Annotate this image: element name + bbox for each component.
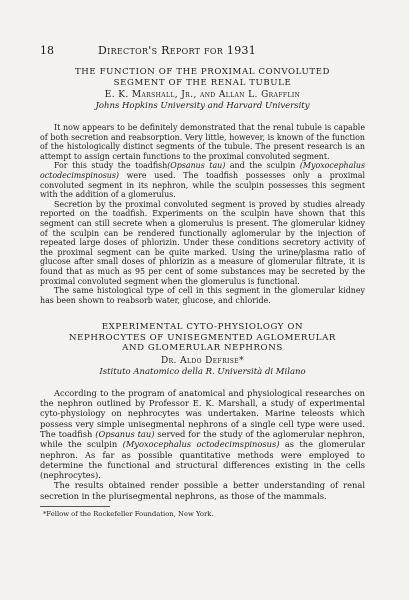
page-header	[40, 44, 365, 57]
article-2-title-line: EXPERIMENTAL CYTO-PHYSIOLOGY ON	[101, 322, 304, 333]
footnote: *Fellow of the Rockefeller Foundation, New York.	[43, 510, 214, 519]
paragraph: It now appears to be definitely demonstrated that the renal tubule is capable of both secretion and reabsorption. Very little, however, is known of the function of the histologically distinct segments of the tubule. The present research is an attempt to assign certain functions to the proximal convoluted segment.	[40, 123, 365, 161]
article-2-affiliation: Istituto Anatomico della R. Università di Milano	[99, 366, 306, 377]
running-title: Director's Report for 1931	[98, 44, 257, 57]
paragraph	[40, 388, 365, 481]
article-1	[40, 67, 365, 305]
paragraph: Secretion by the proximal convoluted segment is proved by studies already reported on the toadfish. Experiments on the sculpin have shown that this segment can still secrete when a glomerulus is present. The glomerular kidney of the sculpin can be rendered functionally aglomerular by the injection of repeated large doses of phlorizin. Under these conditions secretory activity of the proximal segment can be quite marked. Using the urine/plasma ratio of glucose after small doses of phlorizin as a measure of glomerular filtrate, it is found that as much as 95 per cent of some substances may be secreted by the proximal convoluted segment when the glomerulus is functional.	[40, 199, 365, 286]
article-2-author: Dr. Aldo Defrise*	[161, 355, 244, 366]
species-name: (Myoxocephalus octodecimspinosus)	[40, 161, 365, 180]
article-1-affiliation: Johns Hopkins University and Harvard University	[95, 101, 310, 111]
article-2	[40, 322, 365, 501]
paragraph: The same histological type of cell in this segment in the glomerular kidney has been shown to reabsorb water, glucose, and chloride.	[40, 286, 365, 305]
article-1-title-line: SEGMENT OF THE RENAL TUBULE	[113, 77, 292, 88]
article-1-title-line: THE FUNCTION OF THE PROXIMAL CONVOLUTED	[74, 67, 331, 77]
text-run: For this study the toadfish	[54, 161, 168, 171]
species-name: (Myoxocephalus octodecimspinosus)	[122, 439, 280, 450]
page-number: 18	[40, 44, 54, 57]
species-name: (Opsanus tau)	[167, 161, 226, 171]
text-run: served for the study of the aglomerular nephron, while the sculpin	[40, 428, 366, 450]
article-2-title-line: NEPHROCYTES OF UNISEGMENTED AGLOMERULAR	[69, 332, 336, 343]
article-2-title-line: AND GLOMERULAR NEPHRONS	[122, 343, 283, 354]
text-run: and the sculpin	[225, 161, 300, 171]
paragraph	[40, 161, 365, 199]
article-1-authors: E. K. Marshall, Jr., and Allan L. Grafflin	[104, 90, 301, 100]
article-1-title	[40, 67, 365, 88]
text-run: as the glomerular nephron. As far as possible quantitative methods were employed to determine the functional and structural differences existing in the cells (nephrocytes).	[40, 439, 365, 481]
article-1-body	[40, 123, 365, 305]
text-run: were used. The toadfish possesses only a proximal convoluted segment in its nephron, while the sculpin possesses this segment with the addition of a glomerulus.	[40, 170, 365, 200]
article-2-body	[40, 388, 365, 501]
paragraph: The results obtained render possible a better understanding of renal secretion in the plurisegmental nephrons, as those of the mammals.	[40, 480, 365, 501]
text-run: According to the program of anatomical and physiological researches on the nephron outlined by Professor E. K. Marshall, a study of experimental cyto-physiology on nephrocytes was undertaken. Marine teleosts which possess very simple unisegmental nephrons of a single cell type were used. The toadfish	[40, 387, 365, 439]
article-2-title	[40, 322, 365, 354]
species-name: (Opsanus tau)	[95, 428, 155, 439]
footnote-divider	[40, 506, 110, 507]
